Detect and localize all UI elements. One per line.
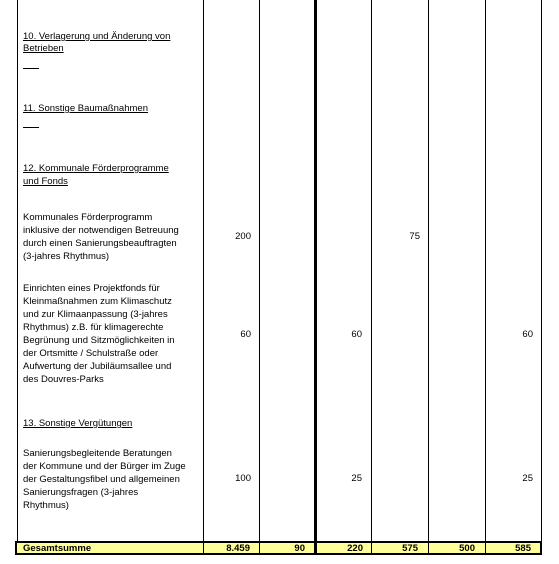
item-13-1-line: Sanierungsbegleitende Beratungen: [23, 448, 172, 459]
item-13-1-line: der Gestaltungsfibel und allgemeinen: [23, 474, 180, 485]
section-12-heading-line1: 12. Kommunale Förderprogramme: [23, 163, 169, 174]
empty-entry-dash: [23, 127, 39, 128]
item-12-2-line: Aufwertung der Jubiläumsallee und: [23, 361, 172, 372]
item-13-1-col6: 25: [522, 473, 533, 484]
item-12-2-line: Rhythmus) z.B. für klimagerechte: [23, 322, 164, 333]
total-col3: 220: [347, 543, 363, 554]
item-12-2-line: Begrünung und Sitzmöglichkeiten in: [23, 335, 175, 346]
item-13-1-line: Sanierungsfragen (3-jahres: [23, 487, 139, 498]
column-divider: [541, 0, 542, 542]
section-11-heading: 11. Sonstige Baumaßnahmen: [23, 103, 148, 114]
total-column-divider: [259, 543, 260, 553]
total-col5: 500: [459, 543, 475, 554]
item-12-2-line: der Ortsmitte / Schulstraße oder: [23, 348, 159, 359]
total-column-divider-thick: [314, 543, 317, 553]
item-12-2-line: und zur Klimaanpassung (3-jahres: [23, 309, 168, 320]
total-column-divider: [203, 543, 204, 553]
total-col2: 90: [294, 543, 305, 554]
item-13-1-col3: 25: [351, 473, 362, 484]
total-col4: 575: [402, 543, 418, 554]
item-13-1-line: Rhythmus): [23, 500, 69, 511]
empty-entry-dash: [23, 68, 39, 69]
column-divider: [485, 0, 486, 542]
item-12-2-line: des Douvres-Parks: [23, 374, 104, 385]
total-row: [15, 541, 542, 555]
total-column-divider: [428, 543, 429, 553]
total-label: Gesamtsumme: [23, 543, 92, 554]
item-12-1-line: durch einen Sanierungsbeauftragten: [23, 238, 177, 249]
section-10-heading-line1: 10. Verlagerung und Änderung von: [23, 31, 171, 42]
total-value: 8.459: [226, 543, 250, 554]
column-divider-thick: [314, 0, 317, 542]
column-divider: [428, 0, 429, 542]
section-12-heading-line2: und Fonds: [23, 176, 68, 187]
section-13-heading: 13. Sonstige Vergütungen: [23, 418, 133, 429]
item-12-1-total: 200: [235, 231, 251, 242]
total-column-divider: [485, 543, 486, 553]
item-13-1-total: 100: [235, 473, 251, 484]
item-12-1-line: Kommunales Förderprogramm: [23, 212, 153, 223]
item-12-2-col3: 60: [351, 329, 362, 340]
item-12-2-total: 60: [240, 329, 251, 340]
column-divider: [203, 0, 204, 542]
column-divider: [371, 0, 372, 542]
item-13-1-line: der Kommune und der Bürger im Zuge: [23, 461, 186, 472]
item-12-2-line: Einrichten eines Projektfonds für: [23, 283, 160, 294]
section-10-heading-line2: Betrieben: [23, 43, 64, 54]
column-divider: [259, 0, 260, 542]
item-12-2-col6: 60: [522, 329, 533, 340]
column-divider: [17, 0, 18, 542]
item-12-1-line: inklusive der notwendigen Betreuung: [23, 225, 179, 236]
total-column-divider: [371, 543, 372, 553]
item-12-1-col5: 75: [409, 231, 420, 242]
total-col6: 585: [515, 543, 531, 554]
item-12-1-line: (3-jahres Rhythmus): [23, 251, 110, 262]
item-12-2-line: Kleinmaßnahmen zum Klimaschutz: [23, 296, 172, 307]
